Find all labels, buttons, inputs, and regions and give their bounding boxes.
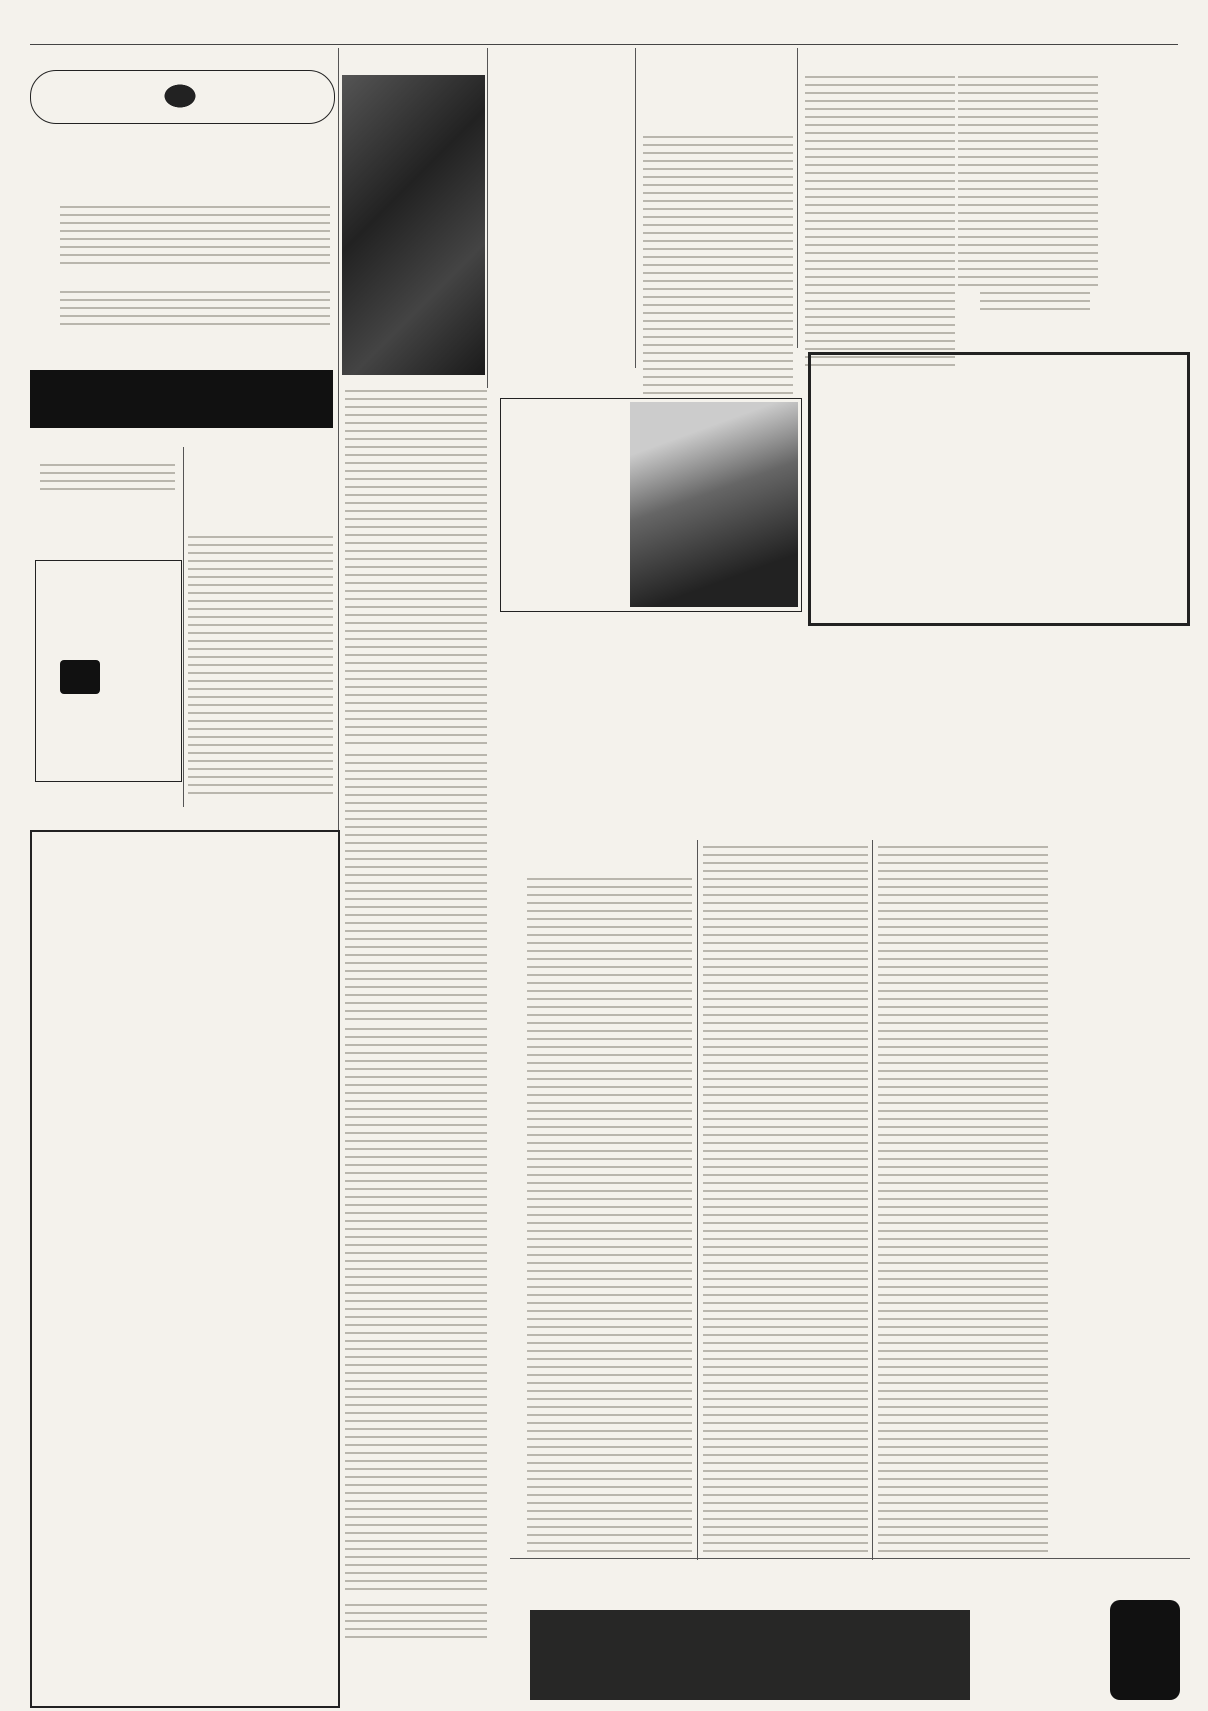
fuel-ad: [808, 352, 1190, 626]
bus-ad-copy: [60, 200, 330, 270]
light-meter-icon: [60, 660, 100, 694]
column-divider: [797, 48, 798, 348]
lanse-article: [643, 130, 793, 400]
lighting-ad: [35, 560, 182, 782]
bus-ad-copy: [60, 285, 330, 325]
bird-icon: [153, 76, 207, 116]
lanse-article-continued: [805, 70, 955, 370]
statement-col2: [703, 840, 868, 1552]
column-divider: [872, 840, 873, 1560]
short-season-article: [345, 1022, 487, 1592]
republican-ad: [30, 830, 340, 1708]
header-rule: [30, 44, 1178, 45]
statement-col1: [527, 872, 692, 1552]
column-divider: [487, 48, 488, 388]
sea-hawk-photo: [342, 75, 485, 375]
sea-hawk-article: [345, 384, 487, 744]
service-men-article: [188, 530, 333, 800]
column-divider: [183, 447, 184, 807]
political-notice: [40, 458, 175, 494]
political-notice: [980, 270, 1090, 310]
column-divider: [697, 840, 698, 1560]
statement-col3: [878, 840, 1048, 1552]
blue-goose-banner: [30, 370, 333, 428]
political-notice: [345, 1598, 487, 1638]
vote-yes-banner: [530, 1610, 970, 1700]
number-three: [1110, 1600, 1180, 1700]
conference-article: [958, 70, 1098, 290]
banner-rule: [510, 1558, 1190, 1559]
column-divider: [635, 48, 636, 368]
moore-portrait: [630, 402, 798, 607]
